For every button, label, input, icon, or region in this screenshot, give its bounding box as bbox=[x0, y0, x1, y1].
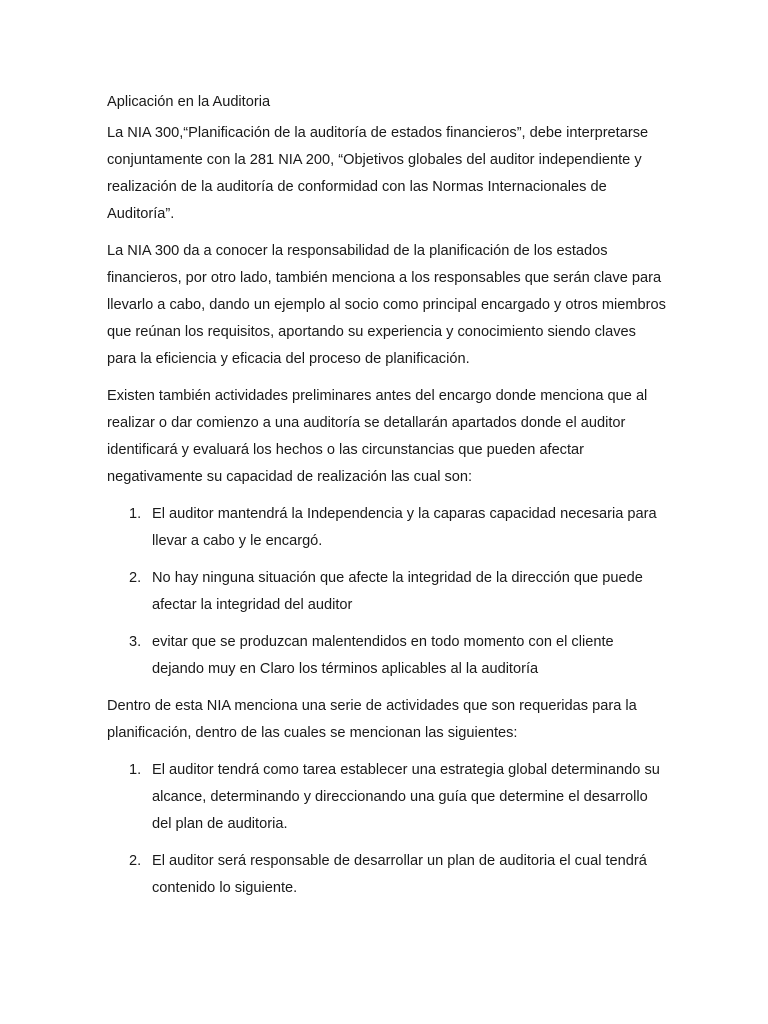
list-item-number: 2. bbox=[129, 570, 142, 586]
list-item-text: El auditor será responsable de desarrollar un plan de auditoria el cual tendrá contenido lo siguiente. bbox=[152, 853, 647, 896]
list-item-number: 1. bbox=[129, 762, 142, 778]
list-item bbox=[107, 565, 667, 619]
list-item bbox=[107, 629, 667, 683]
document-heading: Aplicación en la Auditoria bbox=[107, 94, 271, 110]
paragraph-preliminary-activities: Existen también actividades preliminares antes del encargo donde menciona que al realizar o dar comienzo a una auditoría se detallarán apartados donde el auditor identificará y evaluará los hechos o las circunstancias que pueden afectar negativamente su capacidad de realización las cual son: bbox=[107, 388, 648, 485]
list-item-number: 2. bbox=[129, 853, 142, 869]
preliminary-activities-list bbox=[107, 501, 667, 683]
list-item-text: No hay ninguna situación que afecte la integridad de la dirección que puede afectar la integridad del auditor bbox=[152, 570, 643, 613]
list-item-text: El auditor tendrá como tarea establecer una estrategia global determinando su alcance, determinando y direccionando una guía que determine el desarrollo del plan de auditoria. bbox=[152, 762, 660, 832]
list-item bbox=[107, 757, 667, 838]
list-item bbox=[107, 501, 667, 555]
paragraph-nia-300-intro: La NIA 300,“Planificación de la auditoría de estados financieros”, debe interpretarse conjuntamente con la 281 NIA 200, “Objetivos globales del auditor independiente y realización de la auditoría de conformidad con las Normas Internacionales de Auditoría”. bbox=[107, 125, 649, 222]
required-activities-list bbox=[107, 757, 667, 902]
list-item-number: 1. bbox=[129, 506, 142, 522]
list-item-text: evitar que se produzcan malentendidos en todo momento con el cliente dejando muy en Claro los términos aplicables al la auditoría bbox=[152, 634, 614, 677]
paragraph-responsibility: La NIA 300 da a conocer la responsabilidad de la planificación de los estados financieros, por otro lado, también menciona a los responsables que serán clave para llevarlo a cabo, dando un ejemplo al socio como principal encargado y otros miembros que reúnan los requisitos, aportando su experiencia y conocimiento siendo claves para la eficiencia y eficacia del proceso de planificación. bbox=[107, 243, 666, 367]
list-item-number: 3. bbox=[129, 634, 142, 650]
document-page bbox=[107, 89, 667, 912]
list-item-text: El auditor mantendrá la Independencia y la caparas capacidad necesaria para llevar a cabo y le encargó. bbox=[152, 506, 657, 549]
paragraph-required-activities: Dentro de esta NIA menciona una serie de actividades que son requeridas para la planificación, dentro de las cuales se mencionan las siguientes: bbox=[107, 698, 637, 741]
list-item bbox=[107, 848, 667, 902]
